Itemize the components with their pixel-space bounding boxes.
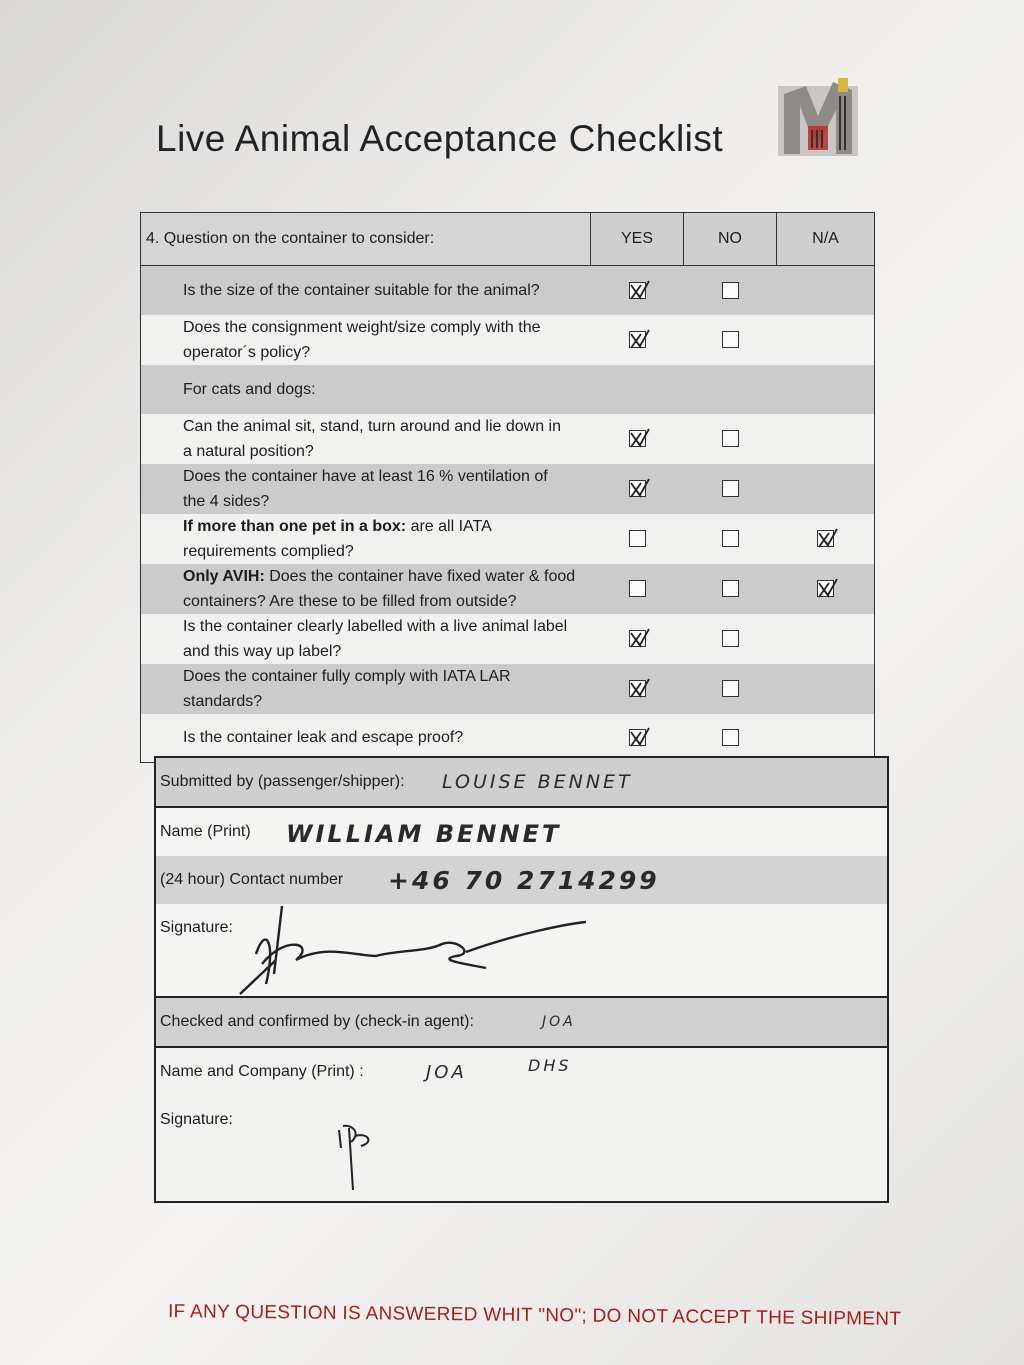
no-checkbox[interactable] xyxy=(722,680,739,697)
signature-label-1: Signature: xyxy=(160,919,233,936)
table-row xyxy=(141,315,875,365)
no-header: NO xyxy=(684,213,777,266)
question-text xyxy=(141,464,591,514)
question-text xyxy=(141,614,591,664)
question-line-2: a natural position? xyxy=(183,442,314,460)
question-line-2: standards? xyxy=(183,692,263,710)
yes-cell xyxy=(591,614,684,664)
no-cell xyxy=(684,464,777,514)
na-cell xyxy=(777,414,875,464)
company-value: DHS xyxy=(528,1056,572,1075)
no-checkbox[interactable] xyxy=(722,729,739,746)
signature-row-2 xyxy=(156,1096,887,1201)
yes-checkbox[interactable] xyxy=(629,630,646,647)
yes-checkbox[interactable] xyxy=(629,729,646,746)
question-text xyxy=(141,414,591,464)
signature-label-2: Signature: xyxy=(160,1111,233,1128)
table-row xyxy=(141,664,875,714)
na-cell xyxy=(777,315,875,365)
question-line-1: Does the container fully comply with IATA LAR xyxy=(183,667,511,685)
question-line-1: Does the container have fixed water & food xyxy=(264,567,576,585)
question-line-1: Does the consignment weight/size comply with the xyxy=(183,318,541,336)
no-checkbox[interactable] xyxy=(722,580,739,597)
na-cell xyxy=(777,514,875,564)
no-checkbox[interactable] xyxy=(722,530,739,547)
no-cell xyxy=(684,315,777,365)
no-cell xyxy=(684,614,777,664)
company-row xyxy=(156,1048,887,1096)
table-row xyxy=(141,365,875,414)
company-name-value: JOA xyxy=(426,1062,467,1083)
name-print-label: Name (Print) xyxy=(160,823,251,840)
na-checkbox[interactable] xyxy=(817,530,834,547)
signature-section xyxy=(154,756,889,1203)
checked-label: Checked and confirmed by (check-in agent): xyxy=(160,1013,474,1030)
question-line-1: are all IATA xyxy=(406,517,492,535)
yes-checkbox[interactable] xyxy=(629,282,646,299)
contact-label: (24 hour) Contact number xyxy=(160,871,344,888)
no-cell xyxy=(684,514,777,564)
na-cell xyxy=(777,614,875,664)
submitted-value: LOUISE BENNET xyxy=(442,771,633,793)
na-header: N/A xyxy=(777,213,875,266)
question-text xyxy=(141,315,591,365)
na-cell xyxy=(777,266,875,315)
no-checkbox[interactable] xyxy=(722,430,739,447)
question-line-2: containers? Are these to be filled from outside? xyxy=(183,592,517,610)
table-row xyxy=(141,464,875,514)
question-line-2: operator´s policy? xyxy=(183,343,311,361)
no-checkbox[interactable] xyxy=(722,480,739,497)
question-line-1: Can the animal sit, stand, turn around and lie down in xyxy=(183,417,562,435)
question-text xyxy=(141,365,591,414)
yes-cell xyxy=(591,266,684,315)
question-bold: Only AVIH: xyxy=(183,567,265,585)
yes-cell xyxy=(591,414,684,464)
na-cell xyxy=(777,664,875,714)
contact-row xyxy=(156,856,887,904)
yes-checkbox[interactable] xyxy=(629,430,646,447)
company-label: Name and Company (Print) : xyxy=(160,1063,364,1080)
question-text xyxy=(141,664,591,714)
checklist-table xyxy=(140,212,875,763)
yes-cell xyxy=(591,315,684,365)
na-cell xyxy=(777,365,875,414)
question-line-2: the 4 sides? xyxy=(183,492,270,510)
yes-cell xyxy=(591,664,684,714)
submitted-row xyxy=(156,758,887,808)
na-checkbox[interactable] xyxy=(817,580,834,597)
question-line-1: Does the container have at least 16 % ventilation of xyxy=(183,467,548,485)
no-checkbox[interactable] xyxy=(722,630,739,647)
no-cell xyxy=(684,664,777,714)
yes-checkbox[interactable] xyxy=(629,680,646,697)
name-print-value: WILLIAM BENNET xyxy=(286,820,562,848)
footer-warning: IF ANY QUESTION IS ANSWERED WHIT "NO"; DO NOT ACCEPT THE SHIPMENT xyxy=(167,1301,902,1330)
yes-cell xyxy=(591,464,684,514)
yes-checkbox[interactable] xyxy=(629,331,646,348)
yes-checkbox[interactable] xyxy=(629,580,646,597)
yes-cell xyxy=(591,365,684,414)
checked-row xyxy=(156,998,887,1048)
table-row xyxy=(141,266,875,315)
question-line-2: requirements complied? xyxy=(183,542,354,560)
question-line-1: Is the container clearly labelled with a live animal label xyxy=(183,617,568,635)
table-row xyxy=(141,564,875,614)
question-text xyxy=(141,266,591,315)
no-checkbox[interactable] xyxy=(722,331,739,348)
yes-header: YES xyxy=(591,213,684,266)
na-cell xyxy=(777,564,875,614)
submitted-label: Submitted by (passenger/shipper): xyxy=(160,773,405,790)
no-cell xyxy=(684,414,777,464)
question-text xyxy=(141,514,591,564)
table-row xyxy=(141,614,875,664)
yes-cell xyxy=(591,514,684,564)
na-cell xyxy=(777,464,875,514)
signature-row-1 xyxy=(156,904,887,998)
yes-checkbox[interactable] xyxy=(629,530,646,547)
question-line-2: and this way up label? xyxy=(183,642,342,660)
no-cell xyxy=(684,266,777,315)
question-text xyxy=(141,564,591,614)
contact-value: +46 70 2714299 xyxy=(388,866,660,895)
yes-checkbox[interactable] xyxy=(629,480,646,497)
yes-cell xyxy=(591,564,684,614)
table-row xyxy=(141,414,875,464)
airline-logo-icon xyxy=(778,76,858,158)
checked-initials: JOA xyxy=(542,1014,576,1030)
no-cell xyxy=(684,564,777,614)
name-print-row xyxy=(156,808,887,856)
table-row xyxy=(141,514,875,564)
question-bold: If more than one pet in a box: xyxy=(183,517,407,535)
no-checkbox[interactable] xyxy=(722,282,739,299)
page-title: Live Animal Acceptance Checklist xyxy=(156,118,724,159)
question-line-1: Is the container leak and escape proof? xyxy=(183,729,464,747)
question-line-1: For cats and dogs: xyxy=(183,380,316,398)
passenger-signature-icon xyxy=(226,904,586,1000)
agent-signature-icon xyxy=(331,1120,381,1190)
no-cell xyxy=(684,365,777,414)
question-header: 4. Question on the container to consider: xyxy=(141,213,591,266)
question-line-1: Is the size of the container suitable for the animal? xyxy=(183,281,540,299)
